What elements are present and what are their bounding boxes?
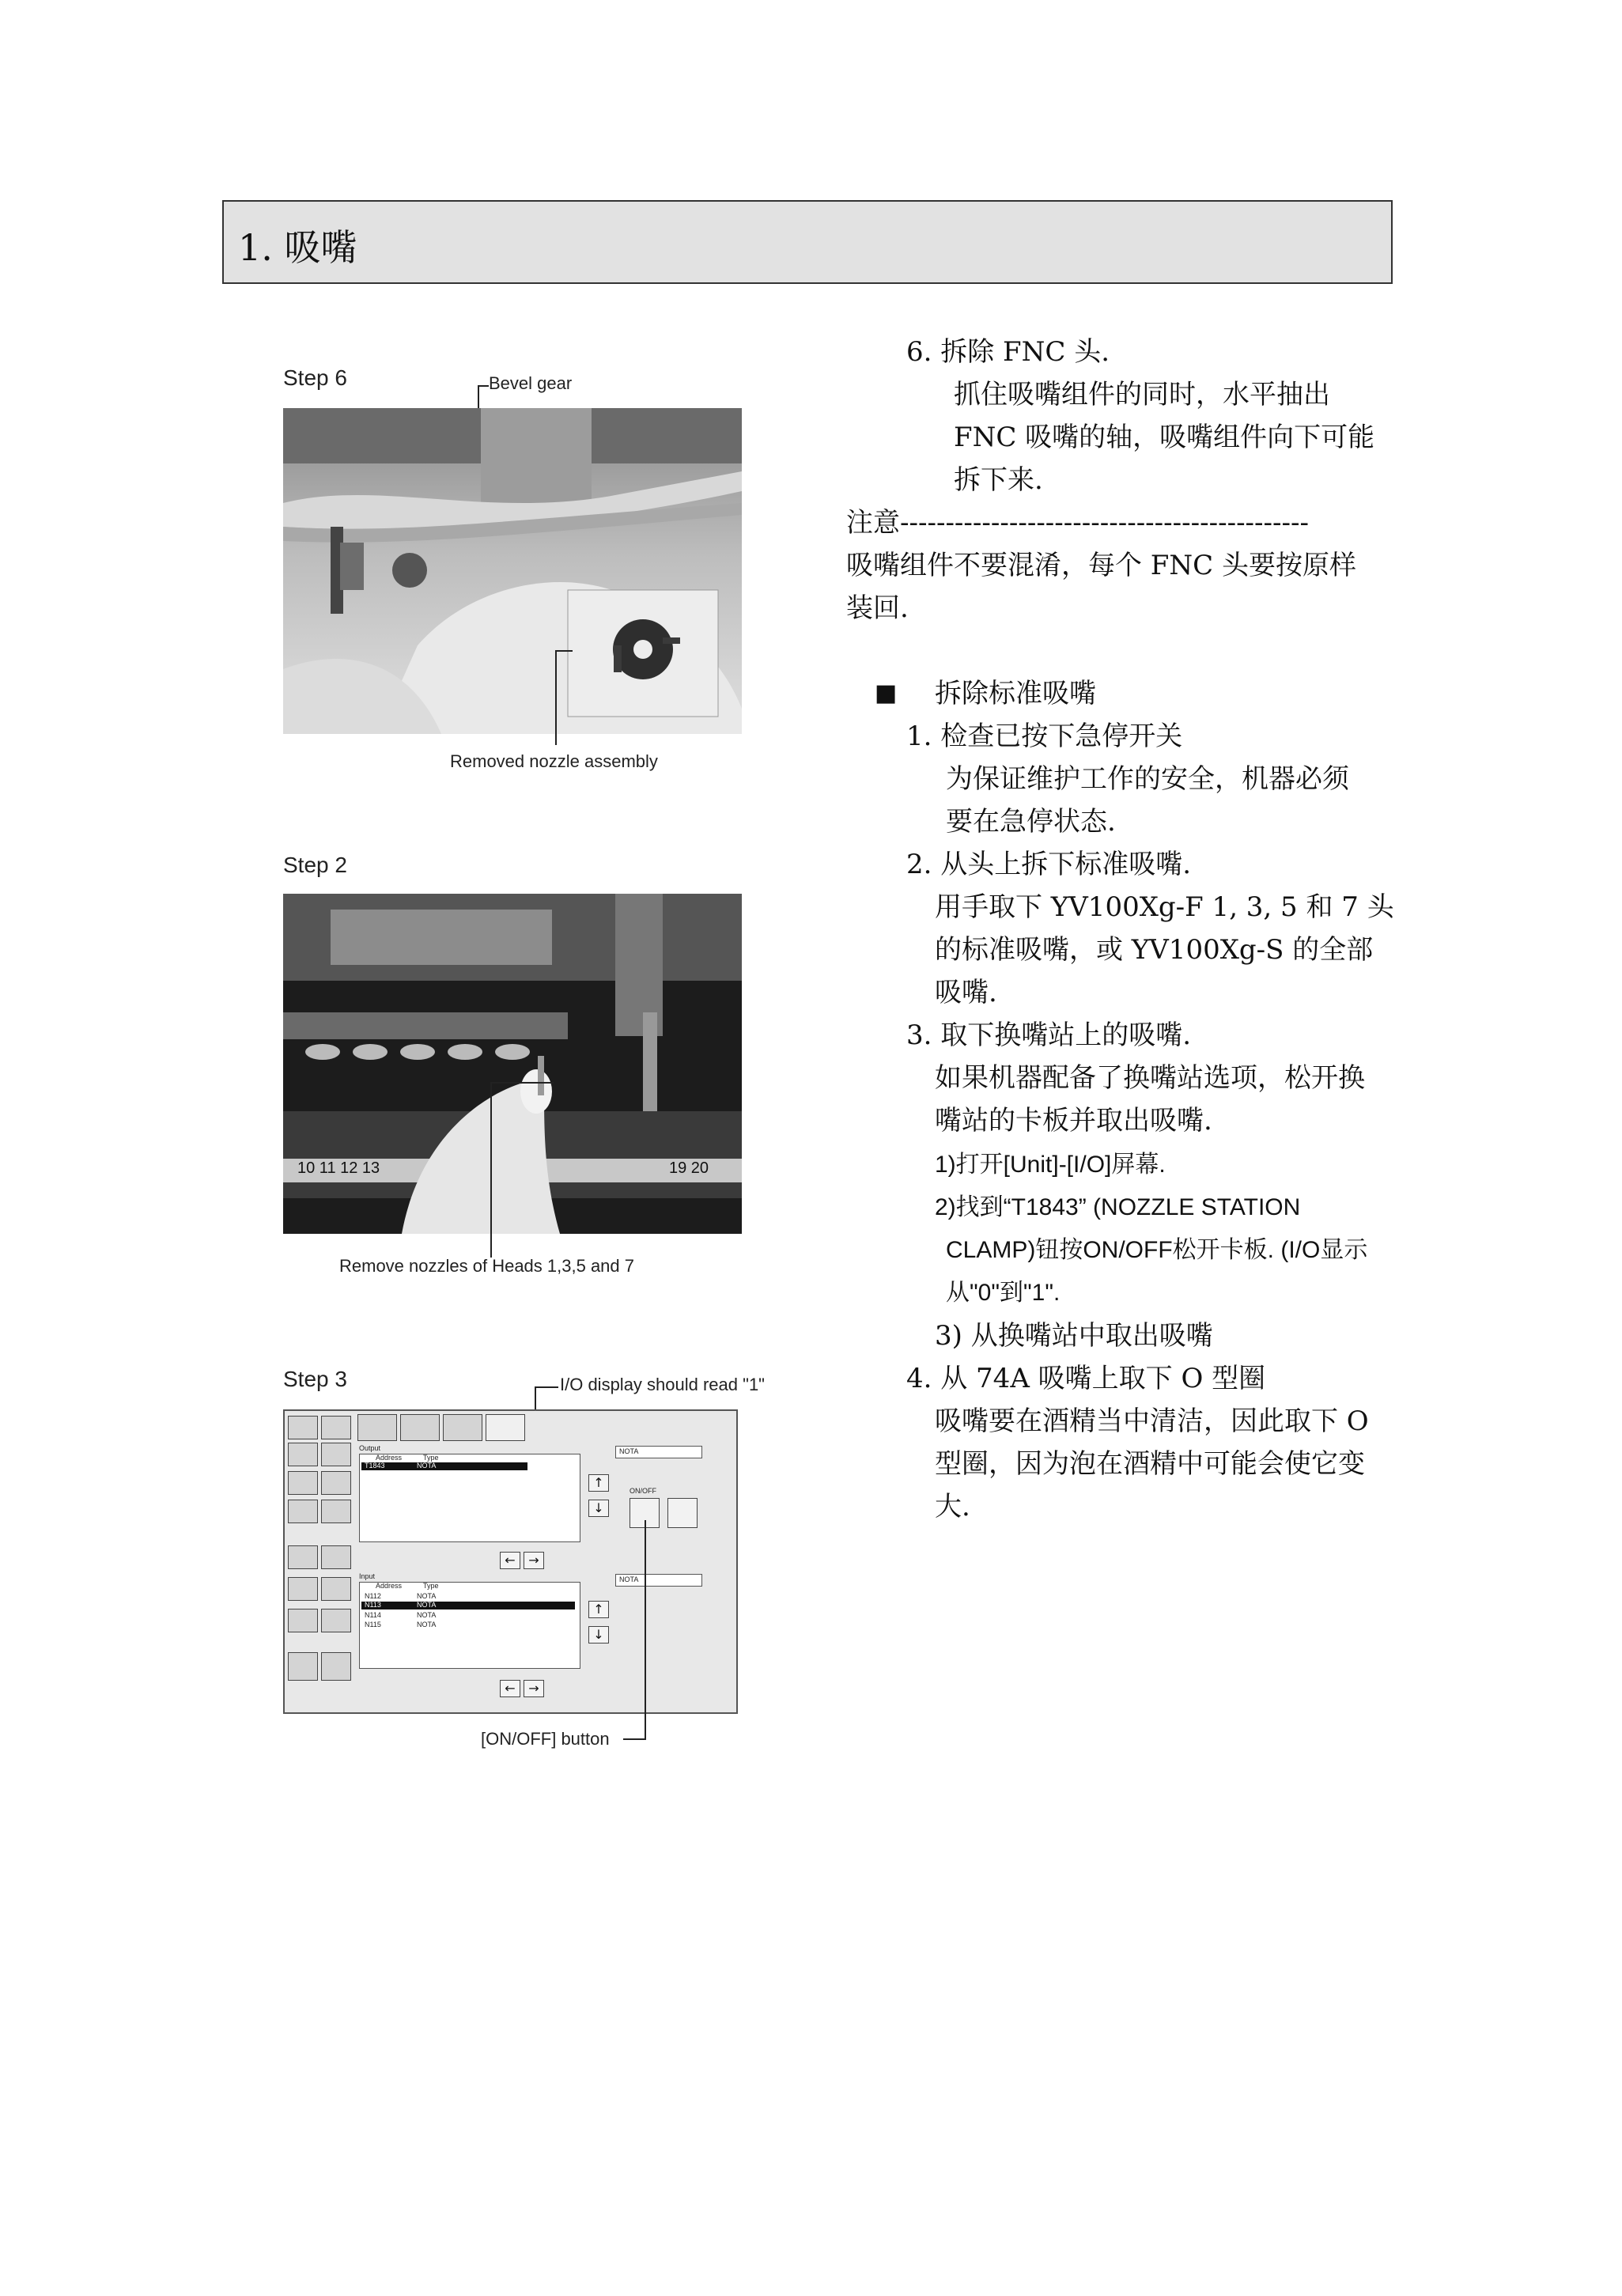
note-line2: 装回. [846, 592, 909, 624]
step2-line2: 的标准吸嘴，或 YV100Xg-S 的全部 [935, 934, 1374, 966]
step2-line1: 用手取下 YV100Xg-F 1, 3, 5 和 7 头 [935, 891, 1394, 923]
step3-sub2b: CLAMP)钮按ON/OFF松开卡板. (I/O显示 [946, 1237, 1368, 1263]
note-label: 注意--------------------------------------------- [846, 507, 1309, 539]
output-table [359, 1454, 580, 1542]
toolbar-btn[interactable] [321, 1471, 351, 1495]
page-next-out[interactable]: → [524, 1552, 544, 1569]
section-bullet: ■ [875, 679, 898, 707]
step2-caption: Remove nozzles of Heads 1,3,5 and 7 [339, 1256, 635, 1276]
section-header [222, 200, 1393, 284]
item6-line1: 抓住吸嘴组件的同时，水平抽出 [954, 379, 1330, 410]
bevel-gear-callout: Bevel gear [489, 373, 573, 393]
item6-heading: 6. 拆除 FNC 头. [906, 336, 1110, 368]
col-type-in: Type [423, 1582, 439, 1590]
step2-photo [283, 894, 742, 1234]
step3-line2: 嘴站的卡板并取出吸嘴. [935, 1105, 1212, 1137]
out-address: T1843 [365, 1462, 385, 1470]
note-line1: 吸嘴组件不要混淆，每个 FNC 头要按原样 [846, 550, 1356, 581]
step1-line2: 要在急停状态. [946, 806, 1116, 838]
step3-heading: 3. 取下换嘴站上的吸嘴. [906, 1019, 1192, 1051]
toolbar-btn[interactable] [321, 1500, 351, 1523]
col-type-out: Type [423, 1454, 439, 1462]
toolbar-btn[interactable] [288, 1416, 318, 1439]
col-address-in: Address [376, 1582, 403, 1590]
toolbar-btn[interactable] [321, 1577, 351, 1601]
toolbar-btn[interactable] [321, 1416, 351, 1439]
scroll-down-out[interactable]: ↓ [588, 1500, 609, 1517]
step6-label: Step 6 [283, 365, 347, 390]
io-screen-screenshot [283, 1409, 738, 1714]
ruler-numbers-right: 19 20 [669, 1159, 709, 1177]
step2-heading: 2. 从头上拆下标准吸嘴. [906, 849, 1192, 880]
item6-line3: 拆下来. [954, 464, 1043, 496]
toolbar-btn[interactable] [288, 1545, 318, 1569]
secondary-onoff-button[interactable] [667, 1498, 698, 1528]
step4-line1: 吸嘴要在酒精当中清洁，因此取下 O [935, 1405, 1369, 1437]
step4-line3: 大. [935, 1491, 970, 1522]
toolbar-btn[interactable] [321, 1443, 351, 1466]
tab-1[interactable] [357, 1414, 397, 1441]
info-btn[interactable] [321, 1652, 351, 1681]
input-row-selected[interactable]: N113 NOTA [361, 1602, 575, 1609]
ruler-numbers-left: 10 11 12 13 [297, 1159, 380, 1177]
step3-line1: 如果机器配备了换嘴站选项，松开换 [935, 1062, 1365, 1094]
in-row-1-type: NOTA [417, 1592, 437, 1600]
input-label: Input [359, 1572, 376, 1580]
step3-sub2c: 从"0"到"1". [946, 1280, 1061, 1306]
input-select[interactable]: NOTA [615, 1574, 702, 1587]
step6-photo [283, 408, 742, 734]
page-next-in[interactable]: → [524, 1680, 544, 1697]
scroll-up-out[interactable]: ↑ [588, 1474, 609, 1492]
in-row-1-address: N112 [365, 1592, 381, 1600]
toolbar-btn[interactable] [321, 1545, 351, 1569]
onoff-button-callout: [ON/OFF] button [481, 1729, 610, 1749]
step3-sub1: 1)打开[Unit]-[I/O]屏幕. [935, 1152, 1166, 1178]
output-select[interactable]: NOTA [615, 1446, 702, 1458]
out-type: NOTA [417, 1462, 437, 1470]
col-address-out: Address [376, 1454, 403, 1462]
output-label: Output [359, 1444, 381, 1452]
tab-2[interactable] [400, 1414, 440, 1441]
page-prev-out[interactable]: ← [500, 1552, 520, 1569]
step2-label: Step 2 [283, 853, 347, 877]
onoff-label: ON/OFF [630, 1487, 656, 1495]
step3-sub3: 3) 从换嘴站中取出吸嘴 [935, 1320, 1213, 1352]
page-title: 1. 吸嘴 [238, 226, 357, 269]
step3-label: Step 3 [283, 1367, 347, 1391]
input-table: Address Type N112 NOTA N113 NOTA N114 NOTA N115 NOTA [359, 1582, 580, 1669]
item6-line2: FNC 吸嘴的轴，吸嘴组件向下可能 [954, 422, 1375, 453]
toolbar-btn[interactable] [288, 1471, 318, 1495]
step3-sub2a: 2)找到“T1843” (NOZZLE STATION [935, 1194, 1301, 1220]
toolbar-btn[interactable] [288, 1609, 318, 1632]
toolbar-btn[interactable] [288, 1577, 318, 1601]
step1-heading: 1. 检查已按下急停开关 [906, 721, 1183, 752]
page-prev-in[interactable]: ← [500, 1680, 520, 1697]
step4-heading: 4. 从 74A 吸嘴上取下 O 型圈 [906, 1363, 1266, 1394]
step4-line2: 型圈，因为泡在酒精中可能会使它变 [935, 1448, 1365, 1480]
toolbar-btn[interactable] [288, 1443, 318, 1466]
tab-io[interactable] [486, 1414, 525, 1441]
toolbar-btn[interactable] [288, 1500, 318, 1523]
section-title: 拆除标准吸嘴 [935, 678, 1096, 709]
removed-nozzle-callout: Removed nozzle assembly [450, 751, 658, 771]
io-display-callout: I/O display should read "1" [560, 1375, 765, 1394]
tab-3[interactable] [443, 1414, 482, 1441]
toolbar-btn[interactable] [321, 1609, 351, 1632]
output-row-selected[interactable] [361, 1462, 527, 1470]
step1-line1: 为保证维护工作的安全，机器必须 [946, 763, 1349, 795]
scroll-up-in[interactable]: ↑ [588, 1601, 609, 1618]
help-btn[interactable] [288, 1652, 318, 1681]
step2-line3: 吸嘴. [935, 977, 997, 1008]
scroll-down-in[interactable]: ↓ [588, 1626, 609, 1644]
